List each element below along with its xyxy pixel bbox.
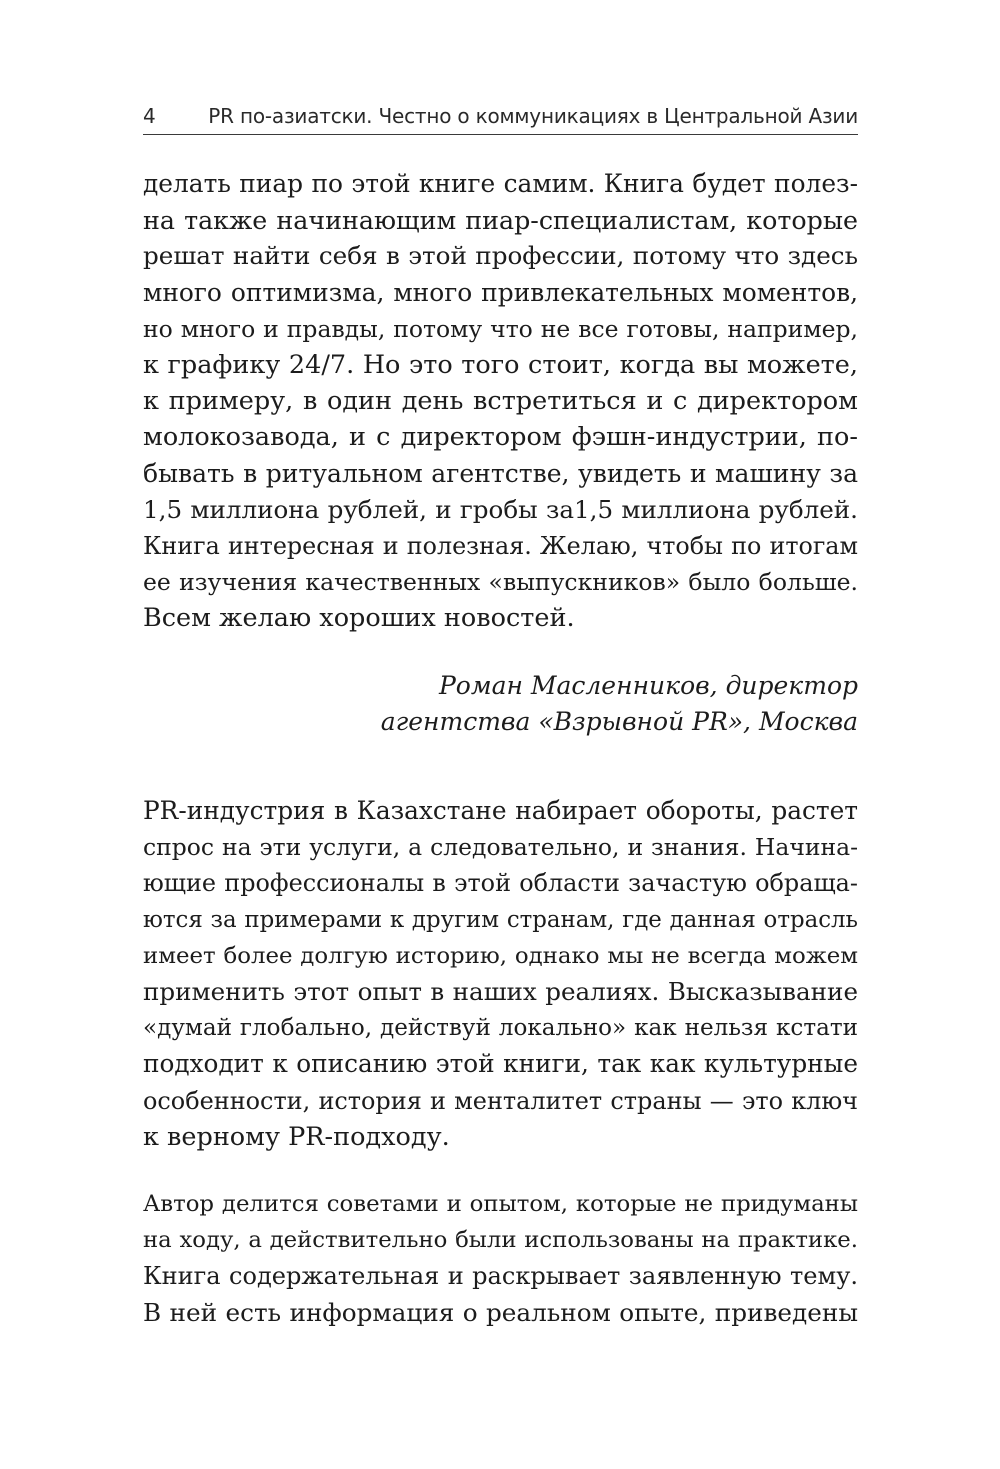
signature-author: Роман Масленников, директор: [438, 671, 858, 700]
text-line: особенности, история и менталитет страны — это ключ: [143, 1086, 858, 1115]
header-rule: [143, 134, 858, 135]
text-line: В ней есть информация о реальном опыте, приведены: [143, 1297, 858, 1327]
text-line: бывать в ритуальном агентстве, увидеть и машину за: [143, 458, 858, 488]
text-line: на также начинающим пиар-специалистам, которые: [143, 205, 858, 236]
text-line: Всем желаю хороших новостей.: [143, 603, 575, 634]
text-line: PR-индустрия в Казахстане набирает обороты, растет: [143, 796, 858, 825]
signature-affiliation: агентства «Взрывной PR», Москва: [380, 707, 858, 737]
review-signature: [143, 668, 858, 740]
text-line: к верному PR-подходу.: [143, 1121, 450, 1152]
text-line: имеет более долгую историю, однако мы не всегда можем: [143, 942, 858, 969]
paragraph-review-2: [143, 793, 858, 1155]
paragraph-review-1: [143, 166, 858, 636]
text-line: «думай глобально, действуй локально» как нельзя кстати: [143, 1015, 858, 1042]
text-line: Книга содержательная и раскрывает заявленную тему.: [143, 1262, 858, 1291]
text-line: много оптимизма, много привлекательных моментов,: [143, 277, 858, 307]
text-line: 1,5 миллиона рублей, и гробы за1,5 миллиона рублей.: [143, 494, 858, 524]
text-line: применить этот опыт в наших реалиях. Высказывание: [143, 976, 858, 1006]
paragraph-review-3: [143, 1186, 858, 1331]
text-line: Книга интересная и полезная. Желаю, чтобы по итогам: [143, 531, 858, 560]
page-number: 4: [143, 104, 156, 128]
text-line: но много и правды, потому что не все готовы, например,: [143, 314, 858, 343]
text-line: к графику 24/7. Но это того стоит, когда вы можете,: [143, 349, 858, 380]
text-line: ющие профессионалы в этой области зачастую обраща-: [143, 869, 858, 898]
text-line: делать пиар по этой книге самим. Книга будет полез-: [143, 169, 858, 198]
text-line: к примеру, в один день встретиться и с директором: [143, 386, 858, 417]
text-line: на ходу, а действительно были использованы на практике.: [143, 1227, 858, 1254]
text-line: спрос на эти услуги, а следовательно, и знания. Начина-: [143, 833, 858, 862]
text-line: Автор делится советами и опытом, которые не придуманы: [143, 1191, 858, 1217]
text-line: решат найти себя в этой профессии, потому что здесь: [143, 241, 858, 271]
running-header: [143, 100, 858, 134]
text-line: молокозавода, и с директором фэшн-индустрии, по-: [143, 422, 858, 453]
text-line: ее изучения качественных «выпускников» было больше.: [143, 568, 858, 597]
text-line: ются за примерами к другим странам, где данная отрасль: [143, 906, 858, 933]
text-line: подходит к описанию этой книги, так как культурные: [143, 1049, 858, 1079]
running-title: PR по-азиатски. Честно о коммуникациях в Центральной Азии: [208, 104, 858, 128]
